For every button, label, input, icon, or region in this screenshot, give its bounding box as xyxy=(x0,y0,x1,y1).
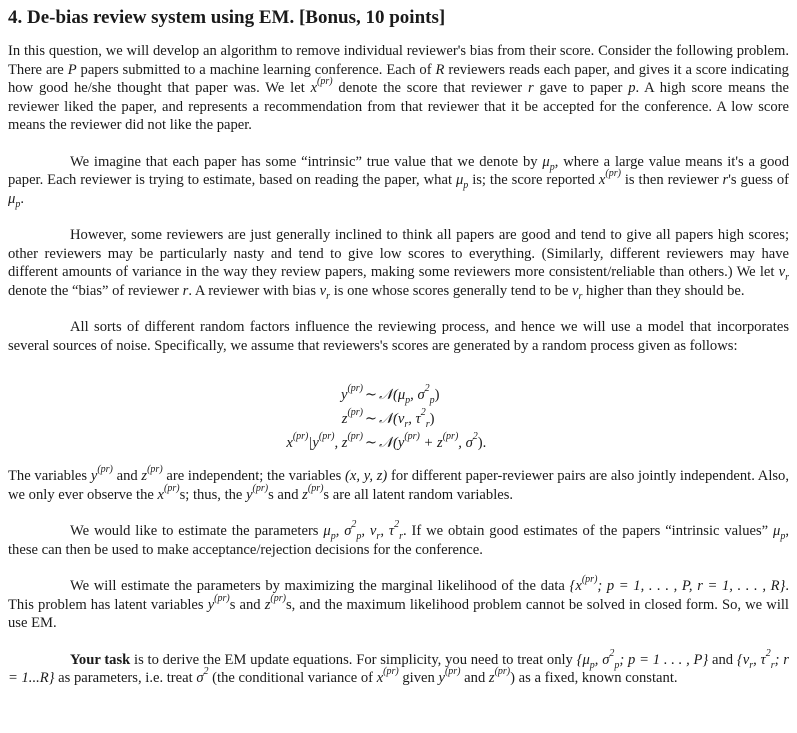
equation-y: $y^{(pr)}$ ∼ $𝒩(\mu_p$, $\sigma^2_p$) xyxy=(340,383,440,406)
paragraph-task: Your task is to derive the EM update equations. For simplicity, you need to treat only {$\mu_p$, $\sigma^2_p$; p = 1 . . . , P} and {$\nu_r$, $\tau^2_r$; r = 1...R} as parameters, i.e. treat $\sigma^2$ (the conditional variance of $x^{(pr)}$ given $y^{(pr)}$ and $z^{(pr)}$) as a fixed, known constant. xyxy=(8,647,789,686)
paragraph-noise-model: All sorts of different random factors influence the reviewing process, and hence we will use a model that incorporates several sources of noise. Specifically, we assume that reviewers's scores are generated by a random process given as follows: xyxy=(8,319,789,354)
paragraph-marginal-likelihood: We will estimate the parameters by maximizing the marginal likelihood of the data {$x^{(pr)}$; p = 1, . . . , P, r = 1, . . . , R}. This problem has latent variables $y^{(pr)}s$ and $z^{(pr)}s$, and the maximum likelihood problem cannot be solved in closed form. So, we will use EM. xyxy=(8,574,789,631)
equation-x: $x^{(pr)}|y^{(pr)}$, $z^{(pr)}$ ∼ $𝒩(y^{(pr)} + z^{(pr)}$, $\sigma^2$). xyxy=(286,431,487,451)
section-title: 4. De-bias review system using EM. [Bonus, 10 points] xyxy=(8,7,446,28)
generative-model-equations xyxy=(8,383,789,455)
paragraph-intro: In this question, we will develop an algorithm to remove individual reviewer's bias from their score. Consider the following problem. There are P papers submitted to a machine learning conference. Each of R reviewers reads each paper, and gives it a score indicating how good he/she thought that paper was. We let $x^{(pr)}$ denote the score that reviewer r gave to paper p. A high score means the reviewer liked the paper, and represents a recommendation from that reviewer that it be accepted for the conference. A low score means the reviewer did not like the paper. xyxy=(8,43,790,133)
paragraph-intrinsic-value: We imagine that each paper has some “intrinsic” true value that we denote by $\mu_p$, where a large value means it's a good paper. Each reviewer is trying to estimate, based on reading the paper, what $\mu_p$ is; the score reported $x^{(pr)}$ is then reviewer r's guess of $\mu_p$. xyxy=(8,153,789,210)
paragraph-bias: However, some reviewers are just generally inclined to think all papers are good and tend to give all papers high scores; other reviewers may be particularly nasty and tend to give low scores to everything. (Similarly, different reviewers may have different amounts of variance in the way they review papers, making some reviewers more consistent/reliable than others.) We let $\nu_r$ denote the “bias” of reviewer r. A reviewer with bias $\nu_r$ is one whose scores generally tend to be $\nu_r$ higher than they should be. xyxy=(8,227,789,302)
equation-z: $z^{(pr)}$ ∼ $𝒩(\nu_r$, $\tau^2_r$) xyxy=(341,407,435,430)
paragraph-parameters: We would like to estimate the parameters $\mu_p$, $\sigma^2_p$, $\nu_r$, $\tau^2_r$. If we obtain good estimates of the papers “intrinsic values” $\mu_p$, these can then be used to make acceptance/rejection decisions for the conference. xyxy=(8,519,789,558)
paragraph-independence: The variables $y^{(pr)}$ and $z^{(pr)}$ are independent; the variables (x, y, z) for different paper-reviewer pairs are also jointly independent. Also, we only ever observe the $x^{(pr)}s$; thus, the $y^{(pr)}s$ and $z^{(pr)}s$ are all latent random variables. xyxy=(8,464,789,503)
